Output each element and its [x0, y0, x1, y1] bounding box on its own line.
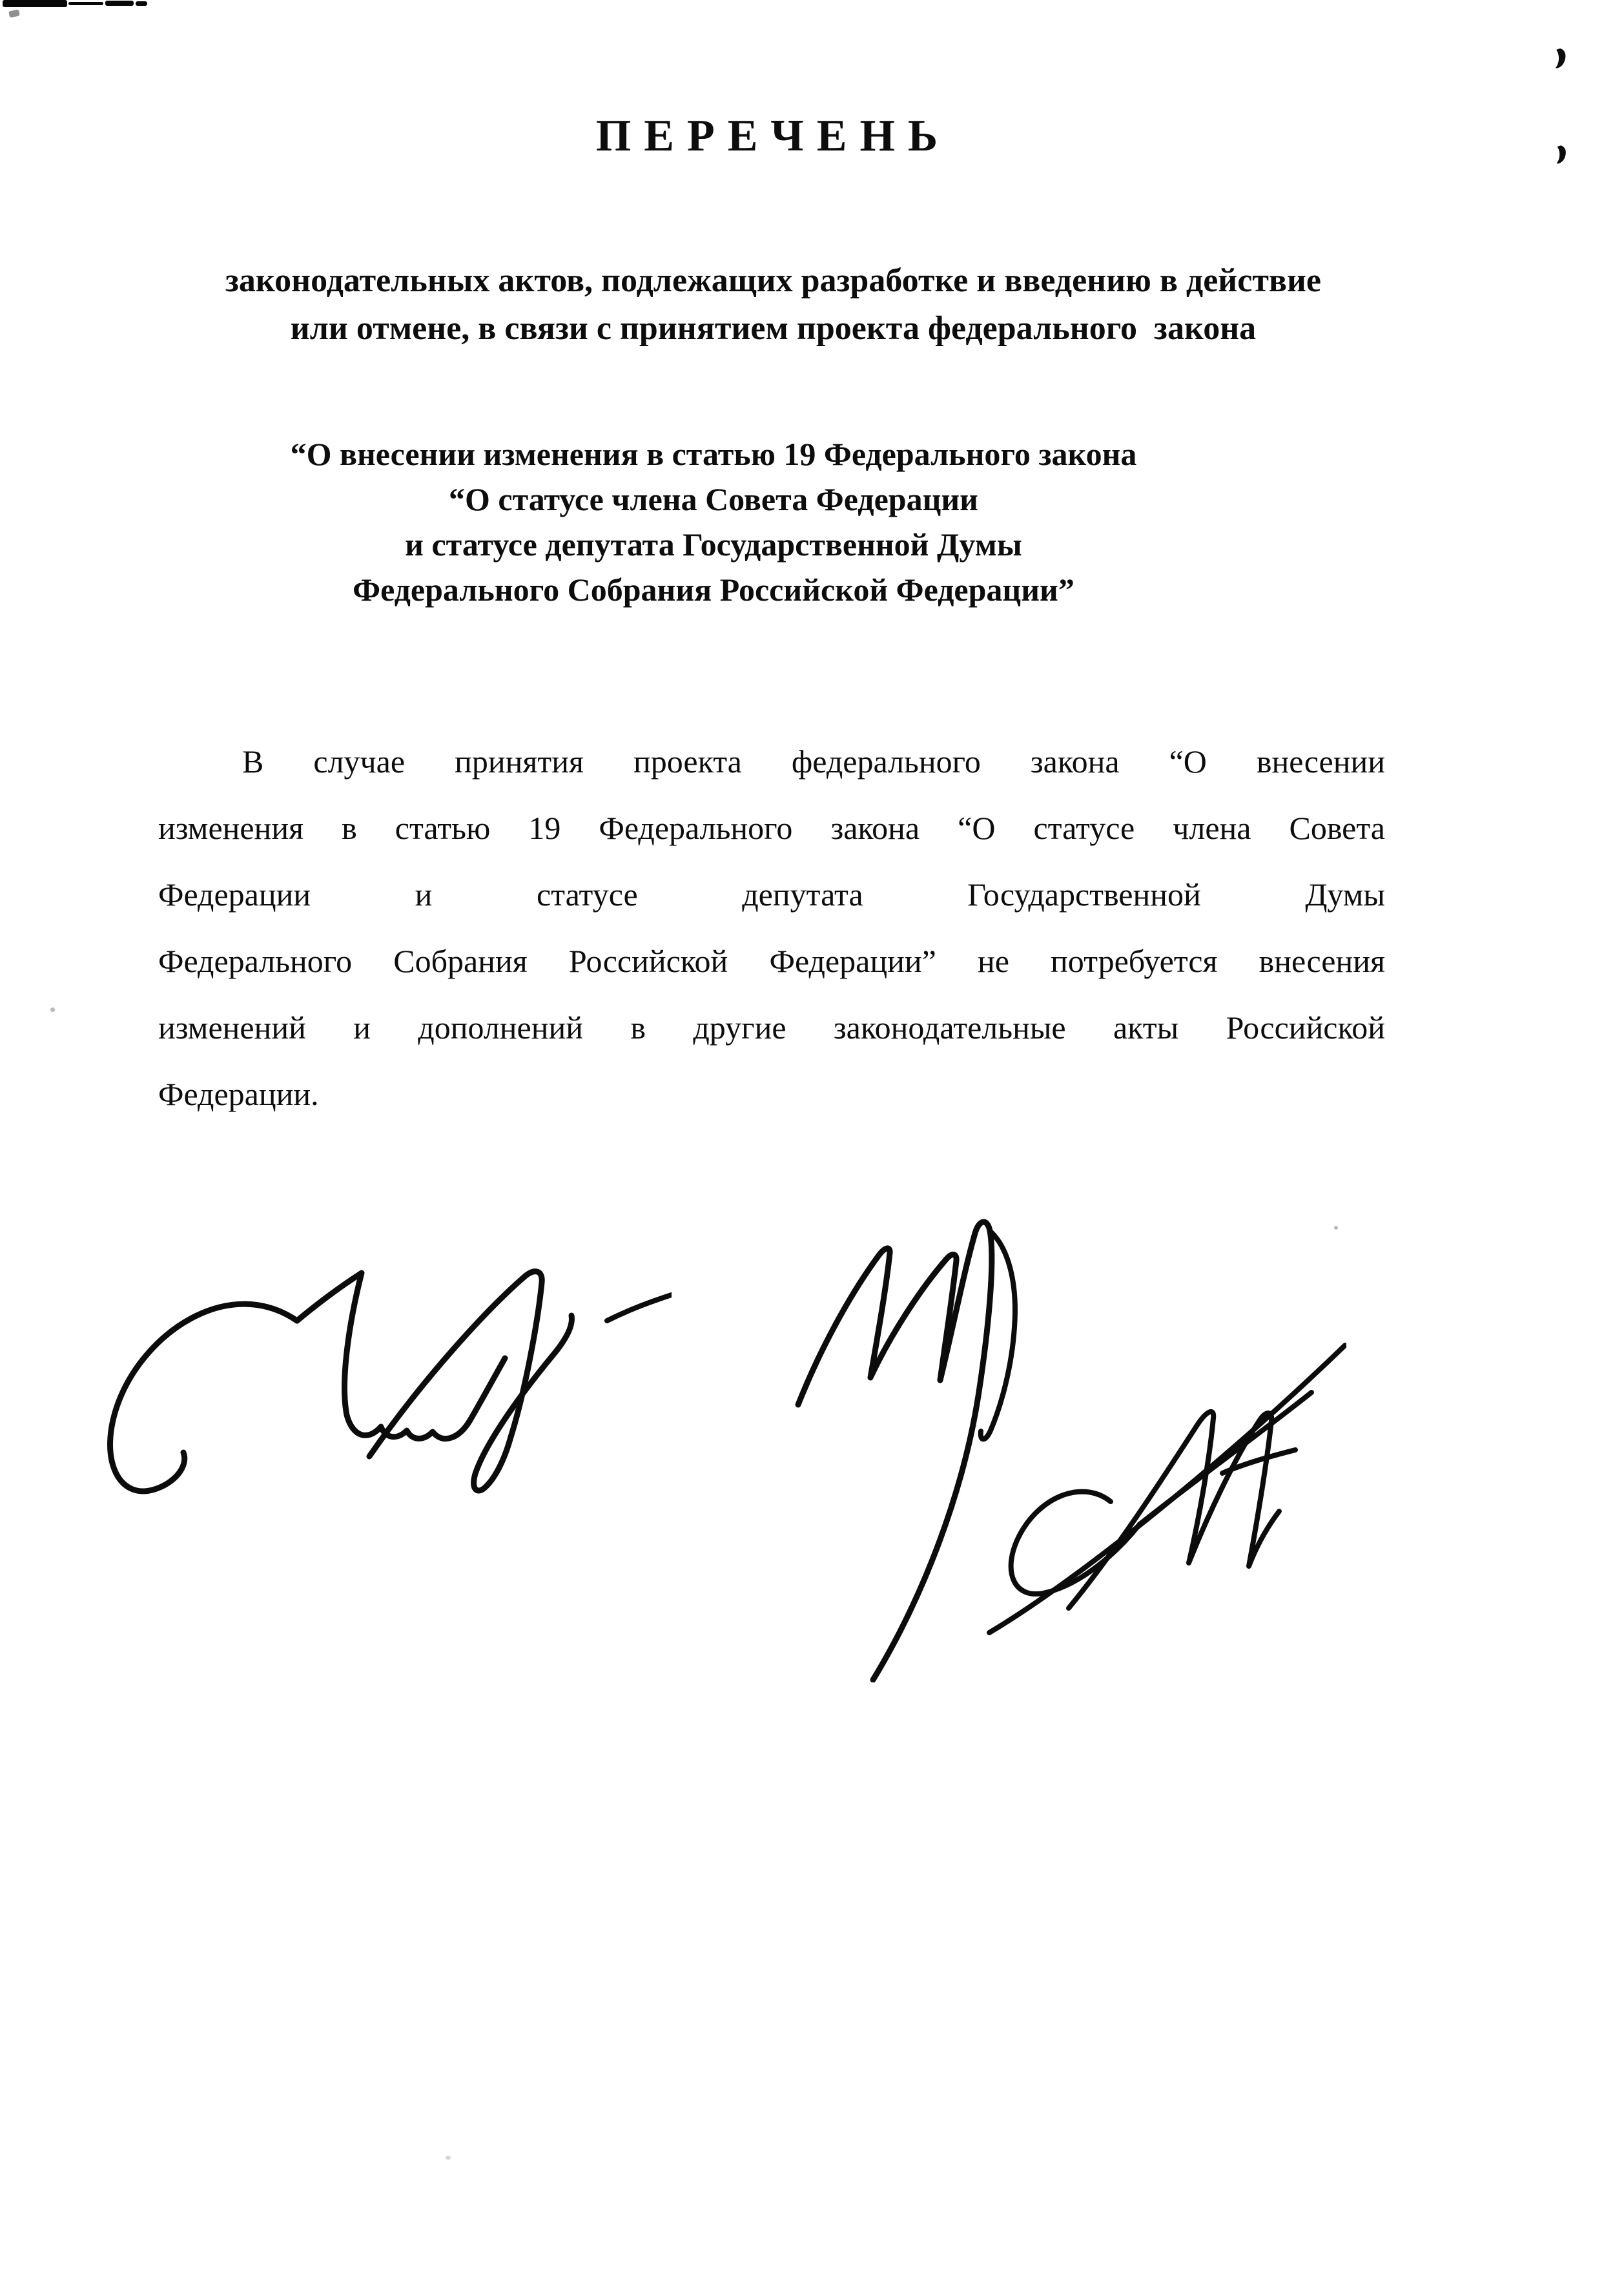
subtitle-line: или отмене, в связи с принятием проекта федерального закона	[290, 310, 1257, 347]
scan-speck	[50, 1008, 55, 1012]
body-line: изменений и дополнений в другие законодательные акты Российской	[158, 1009, 1385, 1046]
body-line: Федерации.	[158, 1076, 319, 1112]
body-line: Федерального Собрания Российской Федерации” не потребуется внесения	[158, 943, 1385, 979]
scan-speck	[1334, 1226, 1338, 1230]
scan-speck	[446, 2156, 451, 2160]
law-title-line: “О статусе члена Совета Федерации	[449, 481, 978, 517]
body-line: изменения в статью 19 Федерального закона “О статусе члена Совета	[158, 810, 1385, 846]
signature-right-secondary-icon	[985, 1340, 1346, 1637]
body-paragraph	[158, 729, 1385, 1128]
ink-mark-icon	[1554, 145, 1569, 165]
law-title-line: и статусе депутата Государственной Думы	[405, 526, 1022, 563]
body-line: Федерации и статусе депутата Государственной Думы	[158, 876, 1385, 913]
ink-mark-icon	[1552, 48, 1569, 70]
signature-left-icon	[90, 1243, 672, 1502]
law-title-block	[97, 431, 1330, 612]
document-subtitle	[158, 257, 1388, 353]
law-title-line: Федерального Собрания Российской Федерации”	[353, 572, 1074, 608]
subtitle-line: законодательных актов, подлежащих разработке и введению в действие	[225, 262, 1322, 299]
law-title-line: “О внесении изменения в статью 19 Федерального закона	[290, 436, 1137, 472]
body-line: В случае принятия проекта федерального закона “О внесении	[242, 743, 1385, 780]
page-title: ПЕРЕЧЕНЬ	[595, 111, 951, 161]
scan-streak-icon	[0, 0, 168, 26]
